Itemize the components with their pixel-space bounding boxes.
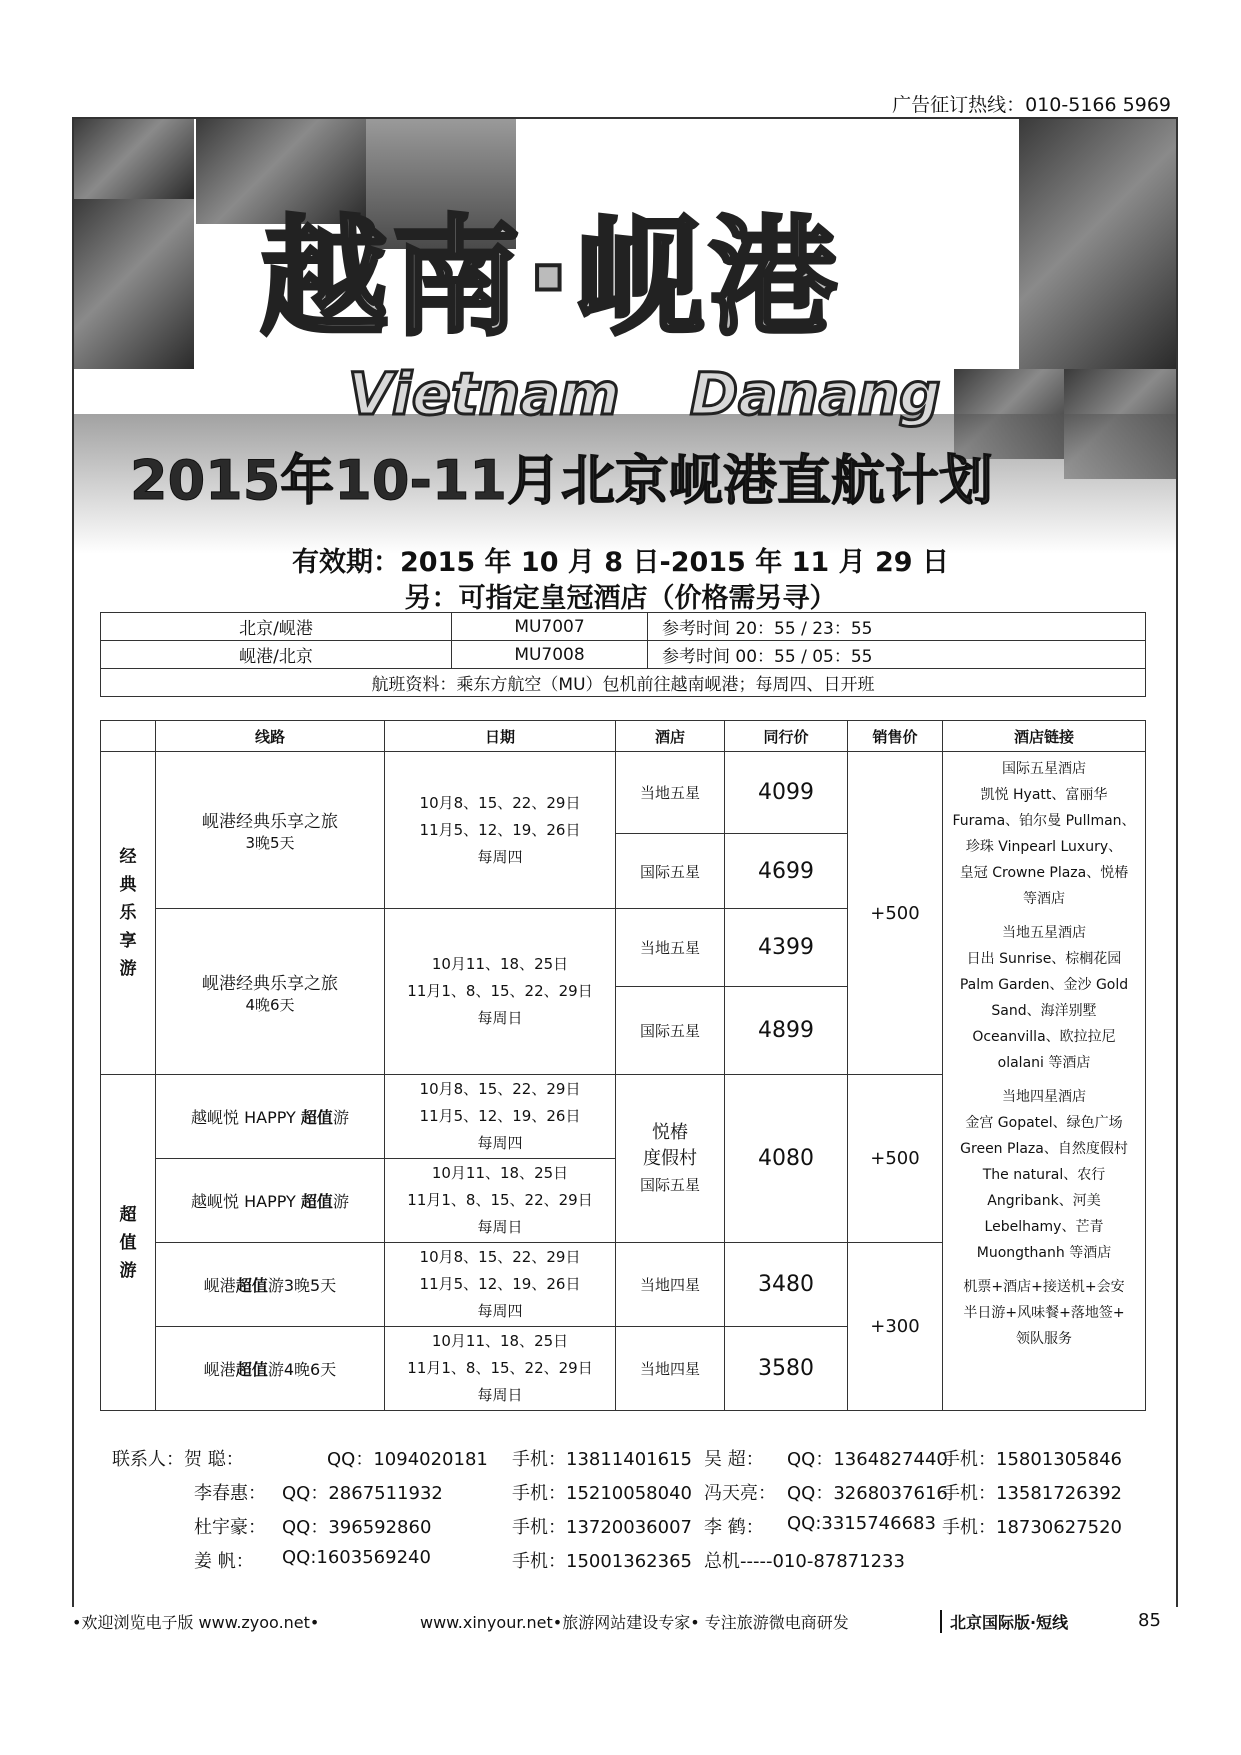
route-text-bold: 超值 (235, 1360, 268, 1379)
contact-qq: QQ：396592860 (282, 1517, 432, 1538)
date-line: 每周日 (477, 1009, 523, 1027)
hotel-link-line: The natural、农行 (982, 1167, 1106, 1183)
photo-citadel-gate (1019, 119, 1176, 369)
footer-mid: www.xinyour.net•旅游网站建设专家• 专注旅游微电商研发 (420, 1613, 849, 1632)
route-text: 游 (332, 1192, 349, 1211)
trade-price: 4080 (725, 1075, 848, 1243)
date-line: 11月5、12、19、26日 (419, 1275, 581, 1293)
date-line: 10月11、18、25日 (431, 1164, 569, 1182)
contact-name: 吴 超： (704, 1449, 764, 1470)
hotel-link-line: Muongthanh 等酒店 (976, 1245, 1112, 1261)
resort-line: 悦椿 (652, 1121, 688, 1143)
page-number: 85 (1138, 1610, 1161, 1631)
hotel-link-line: Lebelhamy、芒青 (984, 1219, 1104, 1235)
trade-price: 4699 (725, 834, 848, 909)
date-line: 11月5、12、19、26日 (419, 820, 581, 839)
header-date: 日期 (385, 721, 616, 752)
route-text: 游4晚6天 (267, 1360, 337, 1379)
hotel-link-line: 领队服务 (1016, 1331, 1072, 1347)
contact-phone: 手机：13811401615 (512, 1449, 692, 1470)
header-blank (101, 721, 156, 752)
flight-route: 北京/岘港 (101, 613, 452, 641)
hotel-link-line: 金宫 Gopatel、绿色广场 (965, 1115, 1123, 1131)
hotel-link-line: 机票+酒店+接送机+会安 (963, 1279, 1125, 1295)
hotel-link-line: 凯悦 Hyatt、富丽华 (980, 787, 1108, 803)
footer-left: •欢迎浏览电子版 www.zyoo.net• (72, 1613, 320, 1632)
contact-name: 杜宇豪： (194, 1517, 266, 1538)
validity-period: 有效期：2015 年 10 月 8 日-2015 年 11 月 29 日 (291, 547, 949, 578)
route-text: 岘港 (203, 1360, 236, 1379)
resort-hotel (616, 1075, 725, 1243)
route-dates (385, 1075, 616, 1159)
flight-row (101, 613, 1146, 641)
contact-qq: QQ:3315746683 (787, 1513, 936, 1534)
ad-hotline: 广告征订热线：010-5166 5969 (892, 94, 1171, 116)
flight-info-row (101, 669, 1146, 697)
contact-name: 姜 帆： (194, 1551, 254, 1572)
route-text: 游3晚5天 (267, 1276, 337, 1295)
resort-line: 度假村 (643, 1147, 697, 1169)
contact-phone: 手机：15001362365 (512, 1551, 692, 1572)
hotel-grade: 当地四星 (616, 1243, 725, 1327)
date-line: 11月1、8、15、22、29日 (407, 1191, 593, 1209)
title-english-vietnam: Vietnam (348, 360, 620, 428)
hotel-link-line: 当地四星酒店 (1002, 1089, 1086, 1105)
route-text: 越岘悦 HAPPY (191, 1192, 301, 1211)
hotel-link-line: olalani 等酒店 (997, 1055, 1091, 1071)
route-dates (385, 909, 616, 1075)
sale-price: +300 (848, 1243, 943, 1411)
contact-qq: QQ：1364827440 (787, 1449, 948, 1470)
contact-phone: 手机：13581726392 (942, 1483, 1122, 1504)
contact-name: 联系人：贺 聪： (112, 1449, 244, 1470)
date-line: 11月1、8、15、22、29日 (407, 1359, 593, 1377)
header-route: 线路 (156, 721, 385, 752)
route-text: 游 (332, 1108, 349, 1127)
route-duration: 4晚6天 (245, 995, 295, 1014)
hotel-link-line (943, 1266, 1145, 1274)
route-title: 岘港经典乐享之旅 (202, 812, 338, 832)
hotel-grade: 当地四星 (616, 1327, 725, 1411)
title-english-danang: Danang (690, 360, 941, 428)
hotel-link-line: Palm Garden、金沙 Gold (959, 977, 1129, 993)
contact-qq: QQ：3268037616 (787, 1483, 948, 1504)
hotel-link-line: 半日游+风味餐+落地签+ (963, 1305, 1125, 1321)
contact-row (112, 1479, 1162, 1513)
trade-price: 3480 (725, 1243, 848, 1327)
date-line: 每周四 (477, 1302, 523, 1320)
route-price-table (100, 720, 1146, 1411)
route-name (156, 752, 385, 909)
date-line: 10月11、18、25日 (431, 1332, 569, 1350)
date-line: 10月8、15、22、29日 (419, 1248, 581, 1266)
trade-price: 4899 (725, 987, 848, 1075)
contact-phone: 手机：13720036007 (512, 1517, 692, 1538)
table-row (101, 752, 1146, 834)
photo-statue (74, 119, 194, 199)
date-line: 每周四 (477, 1134, 523, 1152)
date-line: 10月8、15、22、29日 (419, 1080, 581, 1098)
route-text-bold: 超值 (300, 1192, 333, 1211)
route-name (156, 1075, 385, 1159)
flight-code: MU7007 (452, 613, 648, 641)
flight-route: 岘港/北京 (101, 641, 452, 669)
contact-phone: 手机：15210058040 (512, 1483, 692, 1504)
contact-phone: 手机：18730627520 (942, 1517, 1122, 1538)
flight-row (101, 641, 1146, 669)
resort-line: 国际五星 (639, 1175, 700, 1194)
route-dates (385, 1243, 616, 1327)
photo-temple-relief (74, 199, 194, 369)
date-line: 每周四 (477, 847, 523, 866)
header-trade-price: 同行价 (725, 721, 848, 752)
route-name (156, 1327, 385, 1411)
date-line: 每周日 (477, 1218, 523, 1236)
route-text-bold: 超值 (235, 1276, 268, 1295)
hotel-link-line: 等酒店 (1023, 891, 1065, 907)
hotel-link-line (943, 912, 1145, 920)
hotel-link-line: 当地五星酒店 (1002, 925, 1086, 941)
contact-qq: QQ:1603569240 (282, 1547, 431, 1568)
footer-section: 北京国际版·短线 (940, 1610, 1068, 1633)
flight-table (100, 612, 1146, 697)
route-dates (385, 1159, 616, 1243)
route-text: 越岘悦 HAPPY (191, 1108, 301, 1127)
plan-title: 2015年10-11月北京岘港直航计划 (130, 449, 993, 512)
sale-price: +500 (848, 752, 943, 1075)
header-hotel-links: 酒店链接 (943, 721, 1146, 752)
hotel-link-line (943, 1076, 1145, 1084)
hotel-link-line: 皇冠 Crowne Plaza、悦椿 (959, 865, 1129, 881)
route-name (156, 1243, 385, 1327)
hotel-grade: 国际五星 (616, 987, 725, 1075)
contact-name: 李春惠： (194, 1483, 266, 1504)
crown-hotel-note: 另：可指定皇冠酒店（价格需另寻） (404, 583, 837, 614)
flight-time: 参考时间 20：55 / 23：55 (648, 613, 1146, 641)
hotel-link-line: 国际五星酒店 (1002, 761, 1086, 777)
contact-phone: 手机：15801305846 (942, 1449, 1122, 1470)
table-header (101, 721, 1146, 752)
hotel-grade: 国际五星 (616, 834, 725, 909)
route-dates (385, 752, 616, 909)
date-line: 10月8、15、22、29日 (419, 793, 581, 812)
contact-row (112, 1513, 1162, 1547)
date-line: 10月11、18、25日 (431, 955, 569, 973)
route-text-bold: 超值 (300, 1108, 333, 1127)
hotel-link-line: Furama、铂尔曼 Pullman、 (952, 813, 1136, 829)
route-name (156, 1159, 385, 1243)
trade-price: 3580 (725, 1327, 848, 1411)
flight-time: 参考时间 00：55 / 05：55 (648, 641, 1146, 669)
trade-price: 4399 (725, 909, 848, 987)
flight-code: MU7008 (452, 641, 648, 669)
hotel-links (943, 752, 1146, 1411)
sale-price: +500 (848, 1075, 943, 1243)
route-name (156, 909, 385, 1075)
route-dates (385, 1327, 616, 1411)
date-line: 每周日 (477, 1386, 523, 1404)
header-sale-price: 销售价 (848, 721, 943, 752)
contact-name: 冯天亮： (704, 1483, 776, 1504)
contact-list (112, 1445, 1162, 1581)
route-duration: 3晚5天 (245, 834, 295, 852)
date-line: 11月1、8、15、22、29日 (407, 982, 593, 1000)
title-chinese: 越南·岘港 (260, 204, 841, 353)
trade-price: 4099 (725, 752, 848, 834)
hotel-link-line: Oceanvilla、欧拉拉尼 (972, 1029, 1116, 1045)
hotel-link-line: 日出 Sunrise、棕榈花园 (966, 951, 1122, 967)
contact-row (112, 1445, 1162, 1479)
contact-qq: QQ：1094020181 (327, 1449, 488, 1470)
header-hotel: 酒店 (616, 721, 725, 752)
hotel-link-line: Green Plaza、自然度假村 (960, 1141, 1128, 1157)
flight-info: 航班资料：乘东方航空（MU）包机前往越南岘港；每周四、日开班 (101, 669, 1146, 697)
hotel-link-line: 珍珠 Vinpearl Luxury、 (965, 839, 1123, 855)
contact-qq: QQ：2867511932 (282, 1483, 443, 1504)
contact-name: 李 鹤： (704, 1517, 764, 1538)
date-line: 11月5、12、19、26日 (419, 1107, 581, 1125)
hotel-link-line: Sand、海洋别墅 (991, 1003, 1097, 1019)
hotel-link-line: Angribank、河美 (987, 1193, 1101, 1209)
group-label-value: 超值游 (101, 1075, 156, 1411)
route-title: 岘港经典乐享之旅 (202, 973, 338, 994)
hotel-grade: 当地五星 (616, 752, 725, 834)
hotel-grade: 当地五星 (616, 909, 725, 987)
group-label-classic: 经典乐享游 (101, 752, 156, 1075)
contact-switchboard: 总机-----010-87871233 (704, 1551, 905, 1572)
route-text: 岘港 (203, 1276, 236, 1295)
contact-row (112, 1547, 1162, 1581)
